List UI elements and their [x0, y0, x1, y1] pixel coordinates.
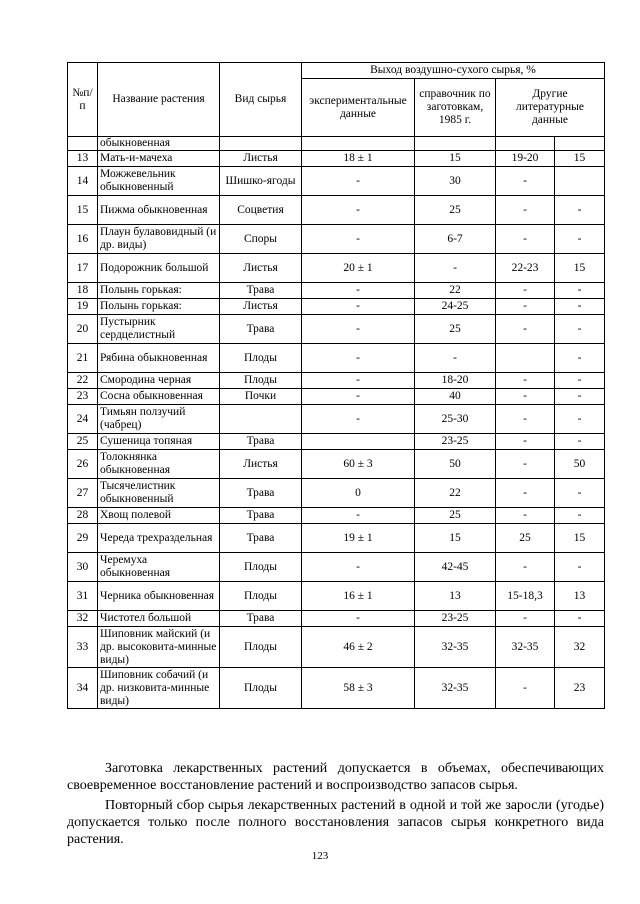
row-experimental: [302, 434, 415, 450]
row-experimental: 60 ± 3: [302, 450, 415, 479]
row-lit-1: -: [496, 611, 555, 627]
row-name: Пустырник сердцелистный: [98, 315, 220, 344]
page-number: 123: [311, 850, 329, 862]
row-num: 29: [68, 524, 98, 553]
table-row: [68, 344, 605, 373]
row-lit-2: -: [555, 479, 605, 508]
table-row: [68, 254, 605, 283]
paragraph-2: [67, 797, 604, 848]
row-type: Трава: [220, 479, 302, 508]
row-type: Плоды: [220, 668, 302, 709]
row-name: Тысячелистник обыкновенный: [98, 479, 220, 508]
row-lit-2: 50: [555, 450, 605, 479]
row-num: 20: [68, 315, 98, 344]
row-name: Рябина обыкновенная: [98, 344, 220, 373]
row-num: 18: [68, 283, 98, 299]
row-lit-1: [496, 344, 555, 373]
row-num: 30: [68, 553, 98, 582]
header-experimental: экспериментальные данные: [302, 79, 415, 137]
row-reference: 23-25: [415, 611, 496, 627]
row-lit-1: -: [496, 283, 555, 299]
table-row: [68, 611, 605, 627]
row-experimental: -: [302, 283, 415, 299]
row-type: Трава: [220, 283, 302, 299]
row-type: [220, 405, 302, 434]
row-experimental: 46 ± 2: [302, 627, 415, 668]
row-lit-1: -: [496, 405, 555, 434]
row-reference: 15: [415, 151, 496, 167]
row-reference: 18-20: [415, 373, 496, 389]
row-lit-2: [555, 167, 605, 196]
row-num: 19: [68, 299, 98, 315]
table-row: [68, 524, 605, 553]
row-lit-2: -: [555, 315, 605, 344]
row-experimental: -: [302, 225, 415, 254]
row-experimental: 20 ± 1: [302, 254, 415, 283]
row-lit-1: -: [496, 479, 555, 508]
row-experimental: 0: [302, 479, 415, 508]
row-reference: 13: [415, 582, 496, 611]
row-name: Полынь горькая:: [98, 299, 220, 315]
row-num: 22: [68, 373, 98, 389]
row-lit-1: -: [496, 167, 555, 196]
row-name: Мать-и-мачеха: [98, 151, 220, 167]
row-experimental: -: [302, 196, 415, 225]
row-lit-1: 22-23: [496, 254, 555, 283]
row-lit-2: -: [555, 553, 605, 582]
row-experimental: 18 ± 1: [302, 151, 415, 167]
row-type: Листья: [220, 450, 302, 479]
row-lit-2: -: [555, 405, 605, 434]
row-lit-1: -: [496, 553, 555, 582]
row-lit-2: -: [555, 508, 605, 524]
row-reference: 25-30: [415, 405, 496, 434]
row-lit-2: 13: [555, 582, 605, 611]
row-experimental: 16 ± 1: [302, 582, 415, 611]
row-type: Плоды: [220, 627, 302, 668]
table-row: [68, 668, 605, 709]
row-type: Трава: [220, 508, 302, 524]
row-type: Трава: [220, 315, 302, 344]
row-num: 21: [68, 344, 98, 373]
row-reference: 15: [415, 524, 496, 553]
continued-row: [68, 137, 605, 151]
row-name: Сосна обыкновенная: [98, 389, 220, 405]
row-num: 25: [68, 434, 98, 450]
table-row: [68, 151, 605, 167]
row-name: Череда трехраздельная: [98, 524, 220, 553]
row-lit-1: 19-20: [496, 151, 555, 167]
row-lit-2: -: [555, 299, 605, 315]
row-type: Споры: [220, 225, 302, 254]
row-type: Плоды: [220, 582, 302, 611]
row-experimental: -: [302, 553, 415, 582]
row-name: Хвощ полевой: [98, 508, 220, 524]
row-type: Листья: [220, 299, 302, 315]
row-lit-2: 15: [555, 151, 605, 167]
row-name: Черника обыкновенная: [98, 582, 220, 611]
row-num: 26: [68, 450, 98, 479]
row-reference: -: [415, 344, 496, 373]
row-lit-1: -: [496, 373, 555, 389]
continued-name: обыкновенная: [98, 137, 220, 151]
row-name: Подорожник большой: [98, 254, 220, 283]
table-row: [68, 582, 605, 611]
row-name: Шиповник майский (и др. высоковита-минные виды): [98, 627, 220, 668]
table-row: [68, 508, 605, 524]
row-reference: 40: [415, 389, 496, 405]
row-num: 23: [68, 389, 98, 405]
row-num: 28: [68, 508, 98, 524]
row-num: 31: [68, 582, 98, 611]
table-row: [68, 434, 605, 450]
row-type: Листья: [220, 151, 302, 167]
row-type: Соцветия: [220, 196, 302, 225]
row-type: Почки: [220, 389, 302, 405]
row-lit-1: 32-35: [496, 627, 555, 668]
row-experimental: 19 ± 1: [302, 524, 415, 553]
row-lit-1: -: [496, 508, 555, 524]
row-name: Чистотел большой: [98, 611, 220, 627]
table-row: [68, 167, 605, 196]
row-type: Плоды: [220, 553, 302, 582]
row-type: Листья: [220, 254, 302, 283]
row-name: Шиповник собачий (и др. низковита-минные виды): [98, 668, 220, 709]
row-num: 32: [68, 611, 98, 627]
row-reference: 42-45: [415, 553, 496, 582]
header-type: Вид сырья: [220, 63, 302, 137]
row-name: Полынь горькая:: [98, 283, 220, 299]
row-lit-1: 25: [496, 524, 555, 553]
row-name: Смородина черная: [98, 373, 220, 389]
row-lit-2: 15: [555, 254, 605, 283]
row-reference: 30: [415, 167, 496, 196]
row-reference: 50: [415, 450, 496, 479]
row-reference: 6-7: [415, 225, 496, 254]
row-reference: 22: [415, 479, 496, 508]
row-reference: 23-25: [415, 434, 496, 450]
row-experimental: -: [302, 389, 415, 405]
row-lit-1: 15-18,3: [496, 582, 555, 611]
row-name: Тимьян ползучий (чабрец): [98, 405, 220, 434]
row-reference: -: [415, 254, 496, 283]
row-experimental: -: [302, 344, 415, 373]
row-num: 27: [68, 479, 98, 508]
row-lit-2: -: [555, 344, 605, 373]
row-type: Трава: [220, 434, 302, 450]
row-name: Пижма обыкновенная: [98, 196, 220, 225]
row-type: Трава: [220, 524, 302, 553]
row-name: Толокнянка обыкновенная: [98, 450, 220, 479]
row-lit-1: -: [496, 225, 555, 254]
row-lit-1: -: [496, 450, 555, 479]
row-reference: 25: [415, 196, 496, 225]
row-experimental: -: [302, 315, 415, 344]
row-lit-2: -: [555, 611, 605, 627]
row-type: Трава: [220, 611, 302, 627]
row-num: 13: [68, 151, 98, 167]
table-row: [68, 373, 605, 389]
row-lit-2: 15: [555, 524, 605, 553]
row-name: Черемуха обыкновенная: [98, 553, 220, 582]
paragraph-2-text: Повторный сбор сырья лекарственных растений в одной и той же заросли (угодье) допускается только после полного восстановления запасов сырья конкретного вида растения.: [67, 798, 604, 847]
paragraph-1: [67, 760, 604, 794]
row-reference: 32-35: [415, 627, 496, 668]
row-lit-2: -: [555, 389, 605, 405]
table-row: [68, 405, 605, 434]
row-lit-2: -: [555, 225, 605, 254]
header-other-literature: Другие литературные данные: [496, 79, 605, 137]
header-reference: справочник по заготовкам, 1985 г.: [415, 79, 496, 137]
header-yield-group: Выход воздушно-сухого сырья, %: [302, 63, 605, 79]
row-experimental: -: [302, 508, 415, 524]
row-reference: 32-35: [415, 668, 496, 709]
row-type: Плоды: [220, 344, 302, 373]
row-experimental: -: [302, 373, 415, 389]
row-experimental: -: [302, 405, 415, 434]
row-lit-2: 32: [555, 627, 605, 668]
row-lit-2: -: [555, 196, 605, 225]
table-row: [68, 315, 605, 344]
row-reference: 22: [415, 283, 496, 299]
table-row: [68, 389, 605, 405]
row-reference: 25: [415, 508, 496, 524]
paragraph-1-text: Заготовка лекарственных растений допускается в объемах, обеспечивающих своевременное восстановление растений и воспроизводство запасов сырья.: [67, 761, 604, 793]
table-row: [68, 196, 605, 225]
row-type: Шишко-ягоды: [220, 167, 302, 196]
row-num: 16: [68, 225, 98, 254]
row-lit-2: 23: [555, 668, 605, 709]
table-row: [68, 225, 605, 254]
row-type: Плоды: [220, 373, 302, 389]
row-lit-2: -: [555, 373, 605, 389]
row-lit-2: -: [555, 283, 605, 299]
row-lit-1: -: [496, 434, 555, 450]
row-lit-1: -: [496, 389, 555, 405]
table-row: [68, 627, 605, 668]
row-experimental: -: [302, 299, 415, 315]
row-lit-1: -: [496, 315, 555, 344]
row-name: Сушеница топяная: [98, 434, 220, 450]
row-experimental: 58 ± 3: [302, 668, 415, 709]
table-row: [68, 450, 605, 479]
table-row: [68, 283, 605, 299]
header-name: Название растения: [98, 63, 220, 137]
row-experimental: -: [302, 167, 415, 196]
row-num: 14: [68, 167, 98, 196]
row-num: 15: [68, 196, 98, 225]
table-row: [68, 299, 605, 315]
row-lit-2: -: [555, 434, 605, 450]
row-lit-1: -: [496, 196, 555, 225]
table-row: [68, 479, 605, 508]
row-name: Плаун булавовидный (и др. виды): [98, 225, 220, 254]
row-experimental: -: [302, 611, 415, 627]
row-reference: 25: [415, 315, 496, 344]
row-num: 33: [68, 627, 98, 668]
row-num: 24: [68, 405, 98, 434]
row-num: 34: [68, 668, 98, 709]
table-row: [68, 553, 605, 582]
row-lit-1: -: [496, 668, 555, 709]
header-num: №п/п: [68, 63, 98, 137]
row-reference: 24-25: [415, 299, 496, 315]
row-name: Можжевельник обыкновенный: [98, 167, 220, 196]
plant-yield-table: [67, 62, 605, 709]
row-num: 17: [68, 254, 98, 283]
row-lit-1: -: [496, 299, 555, 315]
